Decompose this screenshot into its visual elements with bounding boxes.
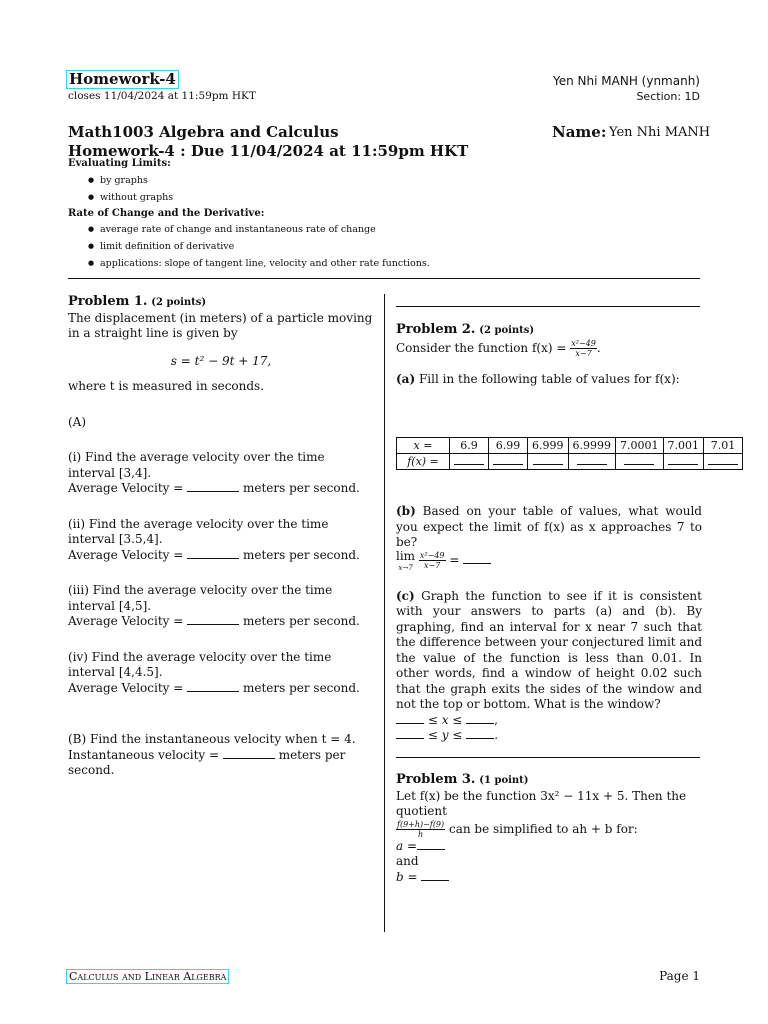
answer-line (68, 481, 374, 497)
answer-line (396, 870, 702, 886)
course-link[interactable]: Calculus and Linear Algebra (66, 969, 229, 984)
table-cell (528, 454, 569, 470)
topic-list (88, 221, 430, 272)
problem-1 (68, 294, 374, 779)
answer-input[interactable] (454, 455, 484, 465)
answer-input[interactable] (187, 681, 239, 692)
answer-line (68, 614, 374, 630)
displacement-equation: s = t² − 9t + 17, (170, 353, 272, 368)
problem-divider (396, 757, 700, 758)
answer-input[interactable] (396, 713, 424, 724)
question-text: Fill in the following table of values for f(x): (418, 371, 680, 386)
fraction (419, 551, 446, 570)
fraction-numerator: x²−49 (419, 550, 445, 560)
answer-label: Instantaneous velocity = (68, 747, 220, 762)
part-label: (a) (396, 371, 416, 386)
problem-text: Consider the function f(x) = (396, 340, 567, 355)
table-header: f(x) = (397, 454, 450, 470)
topic-item: ● applications: slope of tangent line, velocity and other rate functions. (88, 255, 430, 272)
problem-title: Problem 3. (396, 772, 476, 787)
answer-line (68, 548, 374, 564)
units-label: meters per second. (68, 747, 346, 777)
part-label: (A) (68, 414, 87, 429)
question-text: (iv) Find the average velocity over the time interval [4,4.5]. (68, 649, 332, 679)
table-cell: 7.01 (704, 438, 743, 454)
problem-2-continued (396, 504, 702, 744)
answer-line (68, 748, 374, 779)
question-text: (i) Find the average velocity over the time interval [3,4]. (68, 450, 325, 480)
answer-label: Average Velocity = (68, 614, 184, 628)
inequality-label: ≤ x ≤ (427, 712, 463, 727)
topic-item: ● by graphs (88, 172, 173, 189)
problem-title: Problem 1. (68, 294, 148, 309)
topic-heading: Rate of Change and the Derivative: (68, 208, 265, 219)
question-text (396, 504, 702, 551)
units-label: meters per second. (242, 680, 360, 695)
table-cell: 7.001 (663, 438, 704, 454)
table-cell (704, 454, 743, 470)
fraction-denominator: h (418, 829, 424, 839)
table-cell: 6.999 (528, 438, 569, 454)
name-label: Name: (552, 123, 607, 141)
student-name: Yen Nhi MANH (609, 125, 711, 140)
fraction-numerator: x²−49 (571, 338, 596, 348)
problem-points: (1 point) (479, 775, 529, 786)
topic-list (88, 172, 173, 206)
fraction (396, 820, 445, 839)
answer-label: Average Velocity = (68, 547, 184, 562)
question-text: (B) Find the instantaneous velocity when t = 4. (68, 732, 356, 746)
homework-due-title: Homework-4 : Due 11/04/2024 at 11:59pm HKT (68, 142, 469, 160)
table-cell: 7.0001 (616, 438, 664, 454)
part-label: (c) (396, 588, 415, 603)
answer-input[interactable] (463, 553, 491, 564)
answer-input[interactable] (396, 728, 424, 739)
answer-input[interactable] (187, 614, 239, 625)
topic-item: ● average rate of change and instantaneous rate of change (88, 221, 430, 238)
inequality-label: ≤ y ≤ (427, 728, 463, 742)
fraction-numerator: f(9+h)−f(9) (397, 819, 445, 829)
answer-label: b = (396, 869, 418, 884)
question-text: (iii) Find the average velocity over the time interval [4,5]. (68, 583, 333, 613)
user-name: Yen Nhi MANH (ynmanh) (553, 74, 700, 88)
answer-input[interactable] (466, 713, 494, 724)
answer-input[interactable] (577, 455, 607, 465)
answer-line: ≤ y ≤ . (396, 728, 702, 744)
answer-input[interactable] (493, 455, 523, 465)
units-label: meters per second. (242, 614, 360, 628)
table-header: x = (397, 438, 450, 454)
problem-2 (396, 322, 702, 387)
values-table (396, 437, 743, 470)
table-cell (450, 454, 489, 470)
column-divider (384, 294, 385, 932)
answer-input[interactable] (533, 455, 563, 465)
answer-input[interactable] (417, 839, 445, 850)
close-date: closes 11/04/2024 at 11:59pm HKT (68, 90, 256, 102)
answer-label: a = (396, 838, 418, 853)
limit-label: lim (396, 548, 416, 563)
problem-points: (2 points) (151, 297, 207, 308)
answer-input[interactable] (466, 728, 494, 739)
connector-text: and (396, 854, 419, 868)
answer-input[interactable] (187, 481, 239, 492)
answer-input[interactable] (187, 548, 239, 559)
limit-subscript: x→7 (398, 563, 413, 572)
table-cell (568, 454, 616, 470)
answer-input[interactable] (708, 455, 738, 465)
question-text: (ii) Find the average velocity over the time interval [3.5,4]. (68, 516, 329, 546)
section-divider (68, 278, 700, 279)
table-cell: 6.9 (450, 438, 489, 454)
fraction (570, 339, 597, 358)
answer-line: ≤ x ≤ , (396, 713, 702, 729)
table-cell: 6.9999 (568, 438, 616, 454)
course-title: Math1003 Algebra and Calculus (68, 123, 339, 141)
fraction-denominator: x−7 (575, 348, 592, 358)
table-row (397, 454, 743, 470)
table-cell: 6.99 (489, 438, 528, 454)
topic-item: ● without graphs (88, 189, 173, 206)
section-label: Section: 1D (636, 90, 700, 103)
answer-label: Average Velocity = (68, 481, 184, 495)
topic-heading: Evaluating Limits: (68, 158, 171, 169)
problem-text (396, 820, 702, 839)
part-label: (b) (396, 504, 416, 518)
fraction-denominator: x−7 (424, 560, 441, 570)
question-text (396, 372, 702, 388)
answer-input[interactable] (624, 455, 654, 465)
answer-input[interactable] (421, 870, 449, 881)
topic-item: ● limit definition of derivative (88, 238, 430, 255)
problem-3 (396, 772, 702, 885)
table-cell (616, 454, 664, 470)
page-number: Page 1 (659, 969, 700, 983)
table-row (397, 438, 743, 454)
problem-points: (2 points) (479, 325, 535, 336)
table-cell (663, 454, 704, 470)
question-text: Based on your table of values, what would you expect the limit of f(x) as x approaches 7 to be? (396, 504, 702, 549)
question-text: Graph the function to see if it is consistent with your answers to parts (a) and (b). By graphing, find an interval for x near 7 such that the difference between your conjectured limit and the value of the function is less than 0.01. In other words, find a window of height 0.02 such that the graph exits the sides of the window and not the top or bottom. What is the window? (396, 588, 702, 711)
problem-text: The displacement (in meters) of a particle moving in a straight line is given by (68, 310, 373, 340)
units-label: meters per second. (242, 547, 360, 562)
answer-input[interactable] (223, 748, 275, 759)
problem-divider (396, 306, 700, 307)
answer-line: lim x→7 $\frac{\text{x²−49}}{x-7}$ = (396, 551, 702, 573)
problem-title: Problem 2. (396, 322, 476, 337)
answer-line (68, 681, 374, 697)
question-text (396, 589, 702, 713)
answer-input[interactable] (668, 455, 698, 465)
problem-text: Consider the function f(x) = $\frac{\text{x²−49}}{x-7}$ . (396, 338, 601, 358)
problem-text: can be simplified to ah + b for: (448, 821, 638, 836)
answer-line (396, 839, 702, 855)
homework-link[interactable]: Homework-4 (66, 70, 179, 89)
problem-text: Let f(x) be the function 3x² − 11x + 5. Then the quotient (396, 788, 687, 818)
units-label: meters per second. (242, 481, 360, 495)
answer-label: Average Velocity = (68, 680, 184, 695)
table-cell (489, 454, 528, 470)
problem-text: where t is measured in seconds. (68, 379, 265, 393)
